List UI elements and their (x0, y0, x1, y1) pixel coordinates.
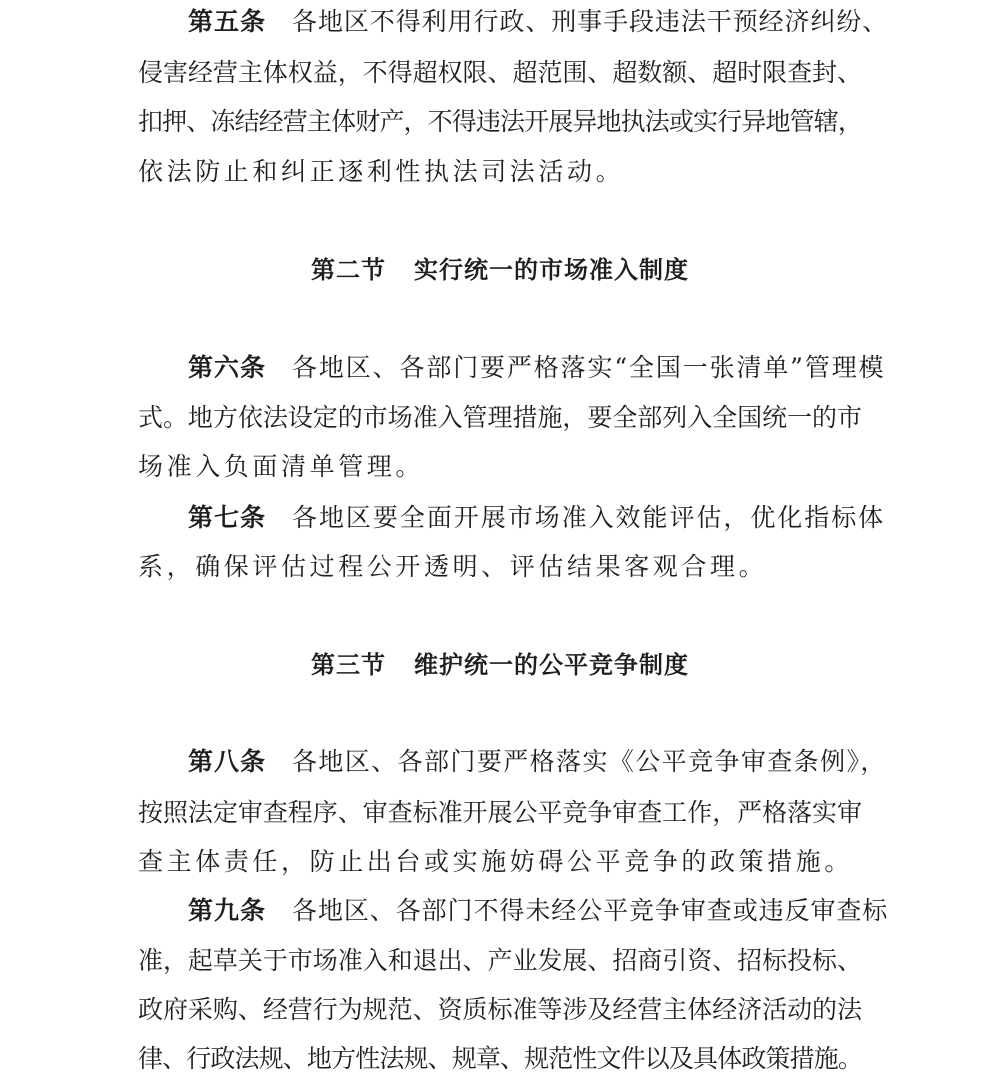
article-9-line-4: 律、行政法规、地方性法规、规章、规范性文件以及具体政策措施。 (138, 1044, 862, 1073)
article-9-line-3: 政府采购、经营行为规范、资质标准等涉及经营主体经济活动的法 (138, 995, 862, 1024)
article-5-line-3: 扣押、冻结经营主体财产，不得违法开展异地执法或实行异地管辖， (138, 107, 862, 136)
article-5-label: 第五条 (188, 7, 267, 36)
article-6-text-1: 各地区、各部门要严格落实“全国一张清单”管理模 (292, 353, 886, 382)
section-2-number: 第二节 (311, 256, 386, 284)
section-heading-2 (0, 253, 1000, 287)
section-2-title: 实行统一的市场准入制度 (414, 256, 689, 284)
article-6-line-1 (188, 351, 886, 385)
article-6-label: 第六条 (188, 353, 267, 382)
article-6-line-3: 场准入负面清单管理。 (138, 452, 425, 481)
article-7-label: 第七条 (188, 503, 267, 532)
article-5-line-2: 侵害经营主体权益，不得超权限、超范围、超数额、超时限查封、 (138, 58, 862, 87)
article-8-line-2: 按照法定审查程序、审查标准开展公平竞争审查工作，严格落实审 (138, 798, 862, 827)
article-5-text-1: 各地区不得利用行政、刑事手段违法干预经济纠纷、 (292, 7, 889, 36)
article-8-label: 第八条 (188, 747, 267, 776)
article-8-line-3: 查主体责任，防止出台或实施妨碍公平竞争的政策措施。 (138, 847, 854, 876)
section-3-number: 第三节 (311, 651, 386, 679)
article-9-line-1 (188, 894, 889, 928)
article-7-line-2: 系，确保评估过程公开透明、评估结果客观合理。 (138, 552, 768, 581)
section-heading-3 (0, 648, 1000, 682)
article-6-line-2: 式。地方依法设定的市场准入管理措施，要全部列入全国统一的市 (138, 403, 862, 432)
article-7-line-1 (188, 501, 886, 535)
article-5-line-4: 依法防止和纠正逐利性执法司法活动。 (138, 157, 625, 186)
article-8-line-1 (188, 745, 887, 779)
article-9-text-1: 各地区、各部门不得未经公平竞争审查或违反审查标 (292, 896, 889, 925)
article-9-label: 第九条 (188, 896, 267, 925)
article-7-text-1: 各地区要全面开展市场准入效能评估，优化指标体 (292, 503, 886, 532)
article-9-line-2: 准，起草关于市场准入和退出、产业发展、招商引资、招标投标、 (138, 946, 862, 975)
article-8-text-1: 各地区、各部门要严格落实《公平竞争审查条例》， (292, 747, 887, 776)
section-3-title: 维护统一的公平竞争制度 (414, 651, 689, 679)
article-5-line-1 (188, 5, 889, 39)
